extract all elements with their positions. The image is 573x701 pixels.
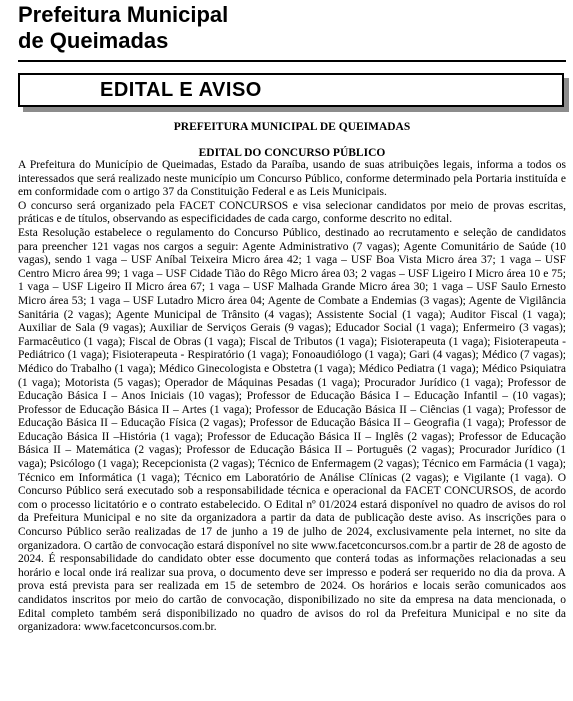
- publication-title: Prefeitura Municipal de Queimadas: [18, 2, 229, 53]
- section-banner-label: EDITAL E AVISO: [100, 79, 262, 101]
- header-divider: [18, 60, 566, 62]
- body-paragraph: Esta Resolução estabelece o regulamento do Concurso Público, destinado ao recrutamento e seleção de candidatos para preencher 121 vagas nos cargos a seguir: Agente Administrativo (7 vagas); Agente Comunitário de Saúde (10 vagas), sendo 1 vaga – USF Aníbal Teixeira Micro área 42; 1 vaga – USF Boa Vista Micro área 37; 1 vaga – USF Centro Micro área 99; 1 vaga – USF Cidade Tião do Rêgo Micro área 03; 2 vagas – USF Ligeiro I Micro área 10 e 75; 1 vaga – USF Ligeiro II Micro área 67; 1 vaga – USF Malhada Grande Micro área 30; 1 vaga – USF Saulo Ernesto Micro área 53; 1 vaga – USF Lutadro Micro área 04; Agente de Combate a Endemias (3 vagas); Agente de Vigilância Sanitária (2 vagas); Agente Municipal de Trânsito (4 vagas); Assistente Social (1 vaga); Auditor Fiscal (1 vaga); Auxiliar de Sala (9 vagas); Auxiliar de Serviços Gerais (9 vagas); Educador Social (1 vaga); Enfermeiro (3 vagas); Farmacêutico (1 vaga); Fiscal de Obras (1 vaga); Fiscal de Tributos (1 vaga); Fisioterapeuta (1 vaga); Fisioterapeuta - Pediátrico (1 vaga); Fisioterapeuta - Respiratório (1 vaga); Fonoaudiólogo (1 vaga); Gari (4 vagas); Médico (7 vagas); Médico do Trabalho (1 vaga); Médico Ginecologista e Obstetra (1 vaga); Médico Pediatra (1 vaga); Médico Psiquiatra (1 vaga); Motorista (5 vagas); Operador de Máquinas Pesadas (1 vaga); Procurador Jurídico (1 vaga); Professor de Educação Básica I – Anos Iniciais (10 vagas); Professor de Educação Básica I – Educação Infantil – (10 vagas); Professor de Educação Básica II – Artes (1 vaga); Professor de Educação Básica II – Ciências (1 vaga); Professor de Educação Básica II – Educação Física (2 vagas); Professor de Educação Básica II – Geografia (1 vaga); Professor de Educação Básica II –História (1 vaga); Professor de Educação Básica II – Inglês (2 vagas); Professor de Educação Básica II – Matemática (2 vagas); Professor de Educação Básica II – Português (2 vagas); Procurador Jurídico (1 vaga); Psicólogo (1 vaga); Recepcionista (2 vagas); Técnico de Enfermagem (2 vagas); Técnico em Farmácia (1 vaga); Técnico em Informática (1 vaga); Técnico em Laboratório de Análise Clínicas (2 vagas); e Vigilante (1 vaga). O Concurso Público será executado sob a responsabilidade técnica e operacional da FACET CONCURSOS, de acordo com o processo licitatório e o contrato estabelecido. O Edital nº 01/2024 estará disponível no quadro de avisos do rol da Prefeitura Municipal e no site da organizadora a partir da data de publicação deste aviso. As inscrições para o Concurso Público serão realizadas de 17 de junho a 19 de julho de 2024, exclusivamente pela internet, no site da organizadora. O cartão de convocação estará disponível no site www.facetconcursos.com.br a partir de 28 de agosto de 2024. É responsabilidade do candidato obter esse documento que conterá todas as informações relacionadas a seu horário e local onde irá realizar sua prova, o documento deve ser impresso e poderá ser requerido no dia da prova. A prova está prevista para ser realizada em 15 de setembro de 2024. Os horários e locais serão comunicados aos candidatos inscritos por meio do cartão de convocação, disponibilizado no site da empresa na data mencionada, o Edital completo também será disponibilizado no quadro de avisos do rol da Prefeitura Municipal e no site da organizadora: www.facetconcursos.com.br.: [18, 226, 566, 634]
- document-body: [18, 159, 566, 635]
- section-banner: [18, 73, 564, 107]
- publication-header: [18, 2, 566, 62]
- body-paragraph: O concurso será organizado pela FACET CONCURSOS e visa selecionar candidatos por meio de provas escritas, práticas e de títulos, observando as especificidades de cada cargo, conforme descrito no edital.: [18, 199, 566, 226]
- organization-heading: PREFEITURA MUNICIPAL DE QUEIMADAS: [173, 121, 411, 133]
- document-title: EDITAL DO CONCURSO PÚBLICO: [198, 147, 386, 159]
- body-paragraph: A Prefeitura do Município de Queimadas, Estado da Paraíba, usando de suas atribuições legais, informa a todos os interessados que será realizado neste município um Concurso Público, conforme determinado pela Portaria instituída e em conformidade com o artigo 37 da Constituição Federal e as Leis Municipais.: [18, 159, 566, 199]
